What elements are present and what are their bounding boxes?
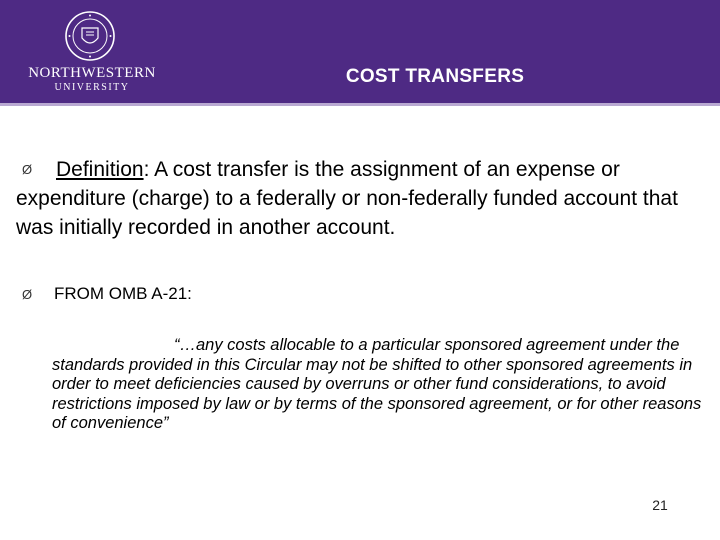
definition-text: : A cost transfer is the assignment of an expense or expenditure (charge) to a federally or non-federally funded account that was initially recorded in another account. [16,158,678,239]
bullet-icon: Ø [22,287,33,302]
quote-text: “…any costs allocable to a particular sponsored agreement under the standards provided in this Circular may not be shifted to other sponsored agreements in order to meet deficiencies caused by overruns or other fund considerations, to avoid restrictions imposed by law or by terms of the sponsored agreement, or for other reasons of convenience” [52,336,702,432]
page-number: 21 [652,497,668,513]
omb-label: FROM OMB A-21: [54,284,192,303]
definition-paragraph [16,155,696,242]
bullet-icon: Ø [22,162,33,177]
logo-line1: NORTHWESTERN [28,65,156,81]
logo-line2: UNIVERSITY [54,82,130,93]
header-bar [0,0,720,103]
omb-quote [52,336,702,434]
university-seal-icon [64,10,116,62]
university-logo [22,66,162,94]
definition-term: Definition [56,158,144,181]
header-divider [0,103,720,106]
slide-title: COST TRANSFERS [345,66,525,87]
